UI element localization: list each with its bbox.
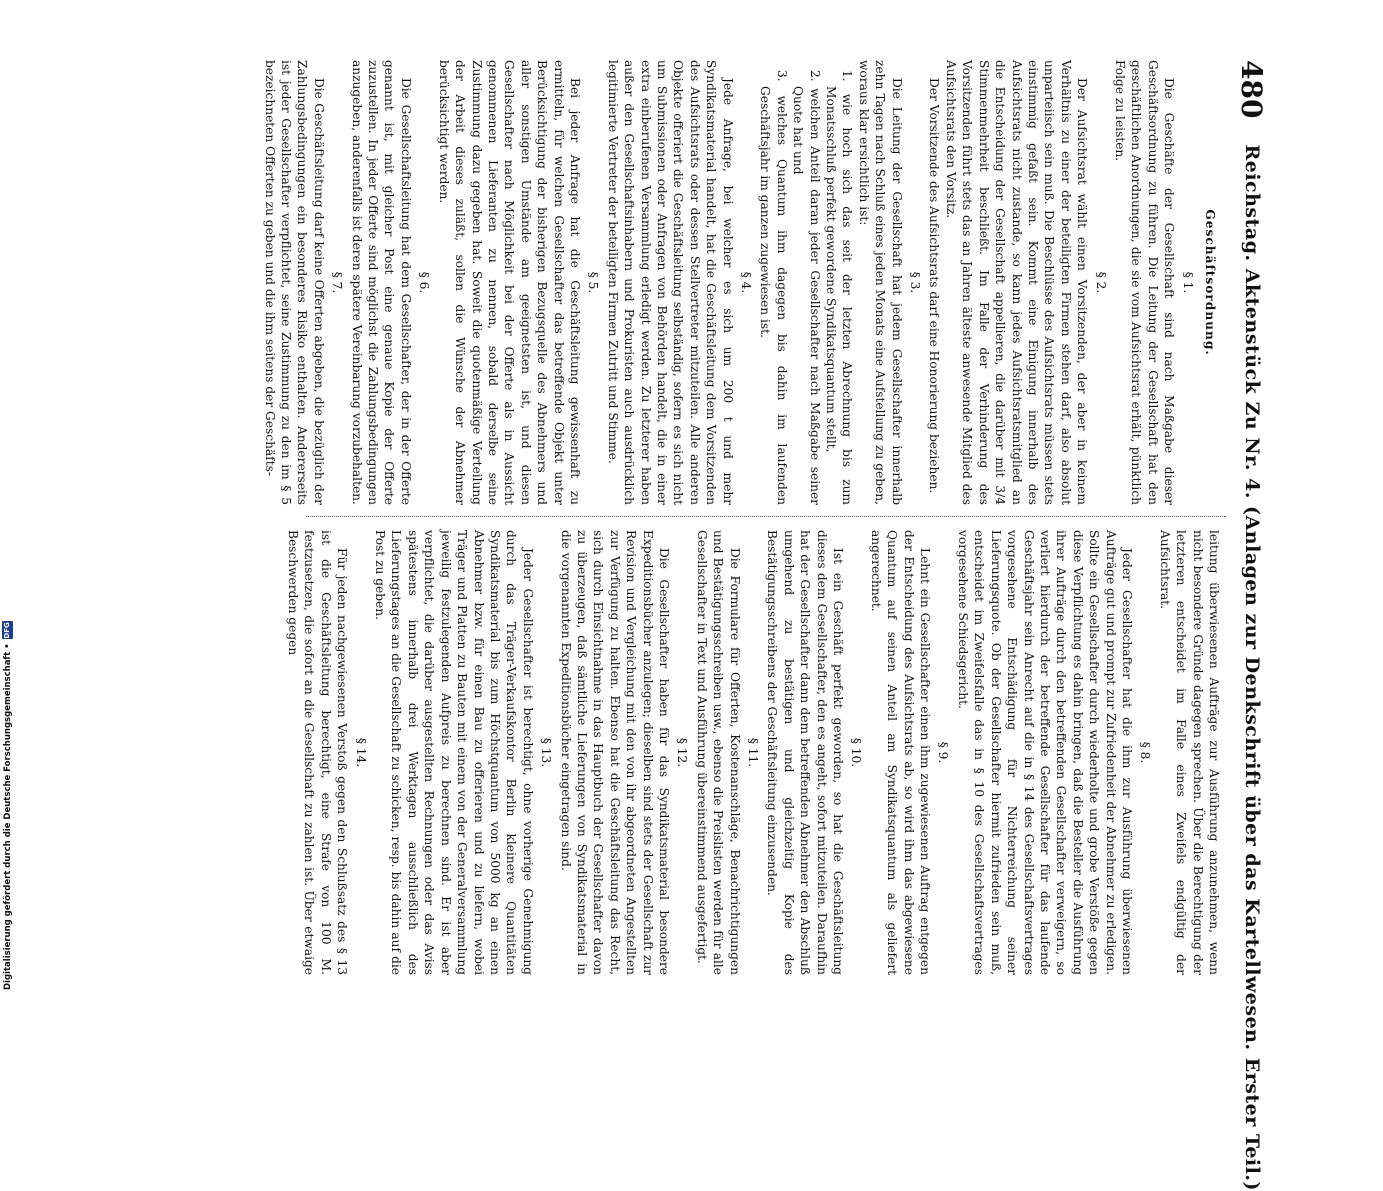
paragraph-number: § 5. (586, 271, 601, 294)
column-divider (306, 516, 1226, 517)
paragraph-number: § 2. (1093, 271, 1108, 294)
paragraph-text: Der Vorsitzende des Aufsichtsrats darf eine Honorierung beziehen. (927, 78, 942, 494)
page-number: 480 (1235, 60, 1269, 119)
paragraph-number: § 3. (908, 271, 923, 294)
right-column (285, 530, 1222, 975)
paragraph-number: § 10. (849, 737, 864, 768)
paragraph-text: Ist ein Geschäft perfekt geworden, so hat die Geschäftsleitung dieses dem Gesellschafter, den es angeht, sofort mitzuteilen. Daraufhin hat der Gesellschafter dann dem betreffenden Abnehmer den Abschluß umgehend zu bestätigen und gleichzeitig Kopie des Bestätigungsschreibens der Geschäftsleitung einzusenden. (765, 530, 846, 975)
paragraph-text: leitung überwiesenen Aufträge zur Ausführung anzunehmen, wenn nicht besondere Gründe dagegen sprechen. Über die Berechtigung der letzteren entscheidet im Falle eines Zweifels endgültig der Aufsichtsrat. (1157, 530, 1221, 975)
dfg-logo-icon: DFG (3, 622, 11, 639)
paragraph-text: Die Gesellschaftsleitung hat dem Gesellschafter, der in der Offerte genannt ist, mit gleicher Post eine genaue Kopie der Offerte zuzustellen. In jeder Offerte sind möglichst die Zahlungsbedingungen anzugeben, anderenfalls ist deren spätere Vereinbarung vorzubehalten. (349, 60, 413, 505)
paragraph-text: Jede Anfrage, bei welcher es sich um 200 t und mehr Syndikatsmaterial handelt, hat die Geschäftsleitung dem Vorsitzenden des Aufsichtsrats oder dessen Stellvertreter mitzuteilen. Alle anderen Objekte offeriert die Geschäftsleitung selbständig, sofern es sich nicht um Submissionen oder Anfragen von Behörden handelt, die in einer extra einberufenen Versammlung erledigt werden. Zu letzterer haben außer den Gesellschaftsinhabern und Prokuristen auch ausdrücklich legitimierte Vertreter der beteiligten Firmen Zutritt und Stimme. (605, 60, 735, 505)
paragraph-text: Der Aufsichtsrat wählt einen Vorsitzenden, der aber in keinem Verhältnis zu einer der beteiligten Firmen stehen darf, also absolut unparteiisch sein muß. Die Beschlüsse des Aufsichtsrats müssen stets einstimmig gefaßt sein. Kommt eine Einigung innerhalb des Aufsichtsrats nicht zustande, so kann jedes Aufsichtsratsmitglied an die Entscheidung der Gesellschaft appellieren, die darüber mit 3/4 Stimmenmehrheit beschließt. Im Falle der Verhinderung des Vorsitzenden führt stets das an Jahren älteste anwesende Mitglied des Aufsichtsrats den Vorsitz. (943, 60, 1090, 505)
running-title: Reichstag. Aktenstück Zu Nr. 4. (Anlagen zur Denkschrift über das Kartellwesen. Erster Teil.) (1241, 144, 1263, 1191)
paragraph-text: Die Leitung der Gesellschaft hat jedem Gesellschafter innerhalb zehn Tagen nach Schluß eines jeden Monats eine Aufstellung zu geben, woraus klar ersichtlich ist: (856, 60, 904, 505)
paragraph-number: § 12. (675, 737, 690, 768)
paragraph-text: Bei jeder Anfrage hat die Geschäftsleitung gewissenhaft zu ermitteln, für welchen Gesellschafter das betreffende Objekt unter Berücksichtigung der bisherigen Bezugsquelle des Abnehmers und aller sonstigen Umstände am geeignetsten ist, und diesen Gesellschafter nach Möglichkeit bei der Offerte als in Aussicht genommenen Lieferanten zu nennen, sobald derselbe seine Zustimmung dazu gegeben hat. Soweit die quotenmäßige Verteilung der Arbeit dieses zuläßt, sollen die Wünsche der Abnehmer berücksichtigt werden. (436, 60, 582, 505)
paragraph-text: Jeder Gesellschafter hat die ihm zur Ausführung überwiesenen Aufträge gut und prompt zur Zufriedenheit der Abnehmer zu erledigen. Sollte ein Gesellschafter durch wiederholte und grobe Verstöße gegen diese Verpflichtung es dahin bringen, daß die Besteller die Ausführung ihrer Aufträge durch den betreffenden Gesellschafter verweigern, so verliert hierdurch der betreffende Gesellschafter für das laufende Geschäftsjahr sein Anrecht auf die in § 14 des Gesellschaftsvertrages vorgesehene Entschädigung für Nichterreichung seiner Lieferungsquote. Ob der Gesellschafter hiermit zufrieden sein muß, entscheidet im Zweifelsfalle das in § 10 des Gesellschaftsvertrages vorgesehene Schiedsgericht. (955, 530, 1134, 975)
paragraph-number: § 6. (417, 271, 432, 294)
paragraph-number: § 7. (330, 271, 345, 294)
paragraph-number: § 9. (936, 741, 951, 764)
paragraph-number: § 11. (746, 737, 761, 768)
left-column (261, 60, 1222, 505)
list-item: 2. welchen Anteil daran jeder Gesellschafter nach Maßgabe seiner Quote hat und (791, 70, 822, 505)
paragraph-text: Die Geschäfte der Gesellschaft sind nach Maßgabe dieser Geschäftsordnung zu führen. Die Leitung der Gesellschaft hat den geschäftlichen Anordnungen, die sie vom Aufsichtsrat erhält, pünktlich Folge zu leisten. (1112, 60, 1177, 505)
paragraph-text: Die Gesellschafter haben für das Syndikatsmaterial besondere Expeditionsbücher anzulegen; dieselben sind stets der Gesellschaft zur Revision und Vergleichung mit den von ihr abgeordneten Angestellten zur Verfügung zu halten. Ebenso hat die Geschäftsleitung das Recht, sich durch Einsichtnahme in das Hauptbuch der Gesellschafter davon zu überzeugen, daß sämtliche Lieferungen von Syndikatsmaterial in die vorgenannten Expeditionsbücher eingetragen sind. (558, 530, 671, 975)
paragraph-text: Die Formulare für Offerten, Kostenanschläge, Benachrichtigungen und Bestätigungsschreiben usw., ebenso die Preislisten werden für alle Gesellschafter in Text und Ausführung übereinstimmend ausgefertigt. (694, 530, 742, 975)
section-heading: Geschäftsordnung. (1203, 209, 1217, 356)
document-page (120, 60, 1270, 1191)
paragraph-number: § 8. (1138, 741, 1153, 764)
paragraph-text: Für jeden nachgewiesenen Verstoß gegen den Schlußsatz des § 13 ist die Geschäftsleitung berechtigt, eine Strafe von 100 M. festzusetzen, die sofort an die Gesellschaft zu zahlen ist. Über etwaige Beschwerden gegen (286, 530, 350, 975)
list-item: 3. welches Quantum ihm dagegen bis dahin im laufenden Geschäftsjahr im ganzen zugewiesen ist. (758, 70, 789, 505)
paragraph-number: § 1. (1180, 271, 1195, 294)
paragraph-number: § 14. (353, 737, 368, 768)
credit-text: Digitalisierung gefördert durch die Deutsche Forschungsgemeinschaft • (2, 643, 13, 990)
digitization-credit (2, 590, 13, 990)
paragraph-text: Die Geschäftsleitung darf keine Offerten abgeben, die bezüglich der Zahlungsbedingungen ein besonderes Risiko enthalten. Andererseits ist jeder Gesellschafter verpflichtet, seine Zustimmung zu den im § 5 bezeichneten Offerten zu geben und die ihm seitens der Geschäfts- (262, 60, 326, 505)
page-header (1234, 60, 1270, 1191)
list-item: 1. wie hoch sich das seit der letzten Abrechnung bis zum Monatsschluß perfekt gewordene Syndikatsquantum stellt, (824, 70, 855, 505)
paragraph-number: § 4. (739, 271, 754, 294)
paragraph-number: § 13. (539, 737, 554, 768)
paragraph-text: Jeder Gesellschafter ist berechtigt, ohne vorherige Genehmigung durch das Träger-Verkaufskontor Berlin kleinere Quantitäten Syndikatsmaterial bis zum Höchstquantum von 5000 kg an einen Abnehmer bzw. für einen Bau zu offerieren und zu liefern, wobei Träger und Platten zu Bauten mit einem von der Generalversammlung jeweilig festzulegenden Aufpreis zu berechnen sind. Er ist aber verpflichtet, die darüber ausgestellten Rechnungen oder das Aviss spätestens innerhalb drei Werktagen ausschließlich des Lieferungstages an die Gesellschaft zu schicken, resp. bis dahin auf die Post zu geben. (373, 530, 535, 975)
paragraph-text: Lehnt ein Gesellschafter einen ihm zugewiesenen Auftrag entgegen der Entscheidung des Aufsichtsrats ab, so wird ihm das abgewiesene Quantum auf seinen Anteil am Syndikatsquantum als geliefert angerechnet. (868, 530, 933, 975)
